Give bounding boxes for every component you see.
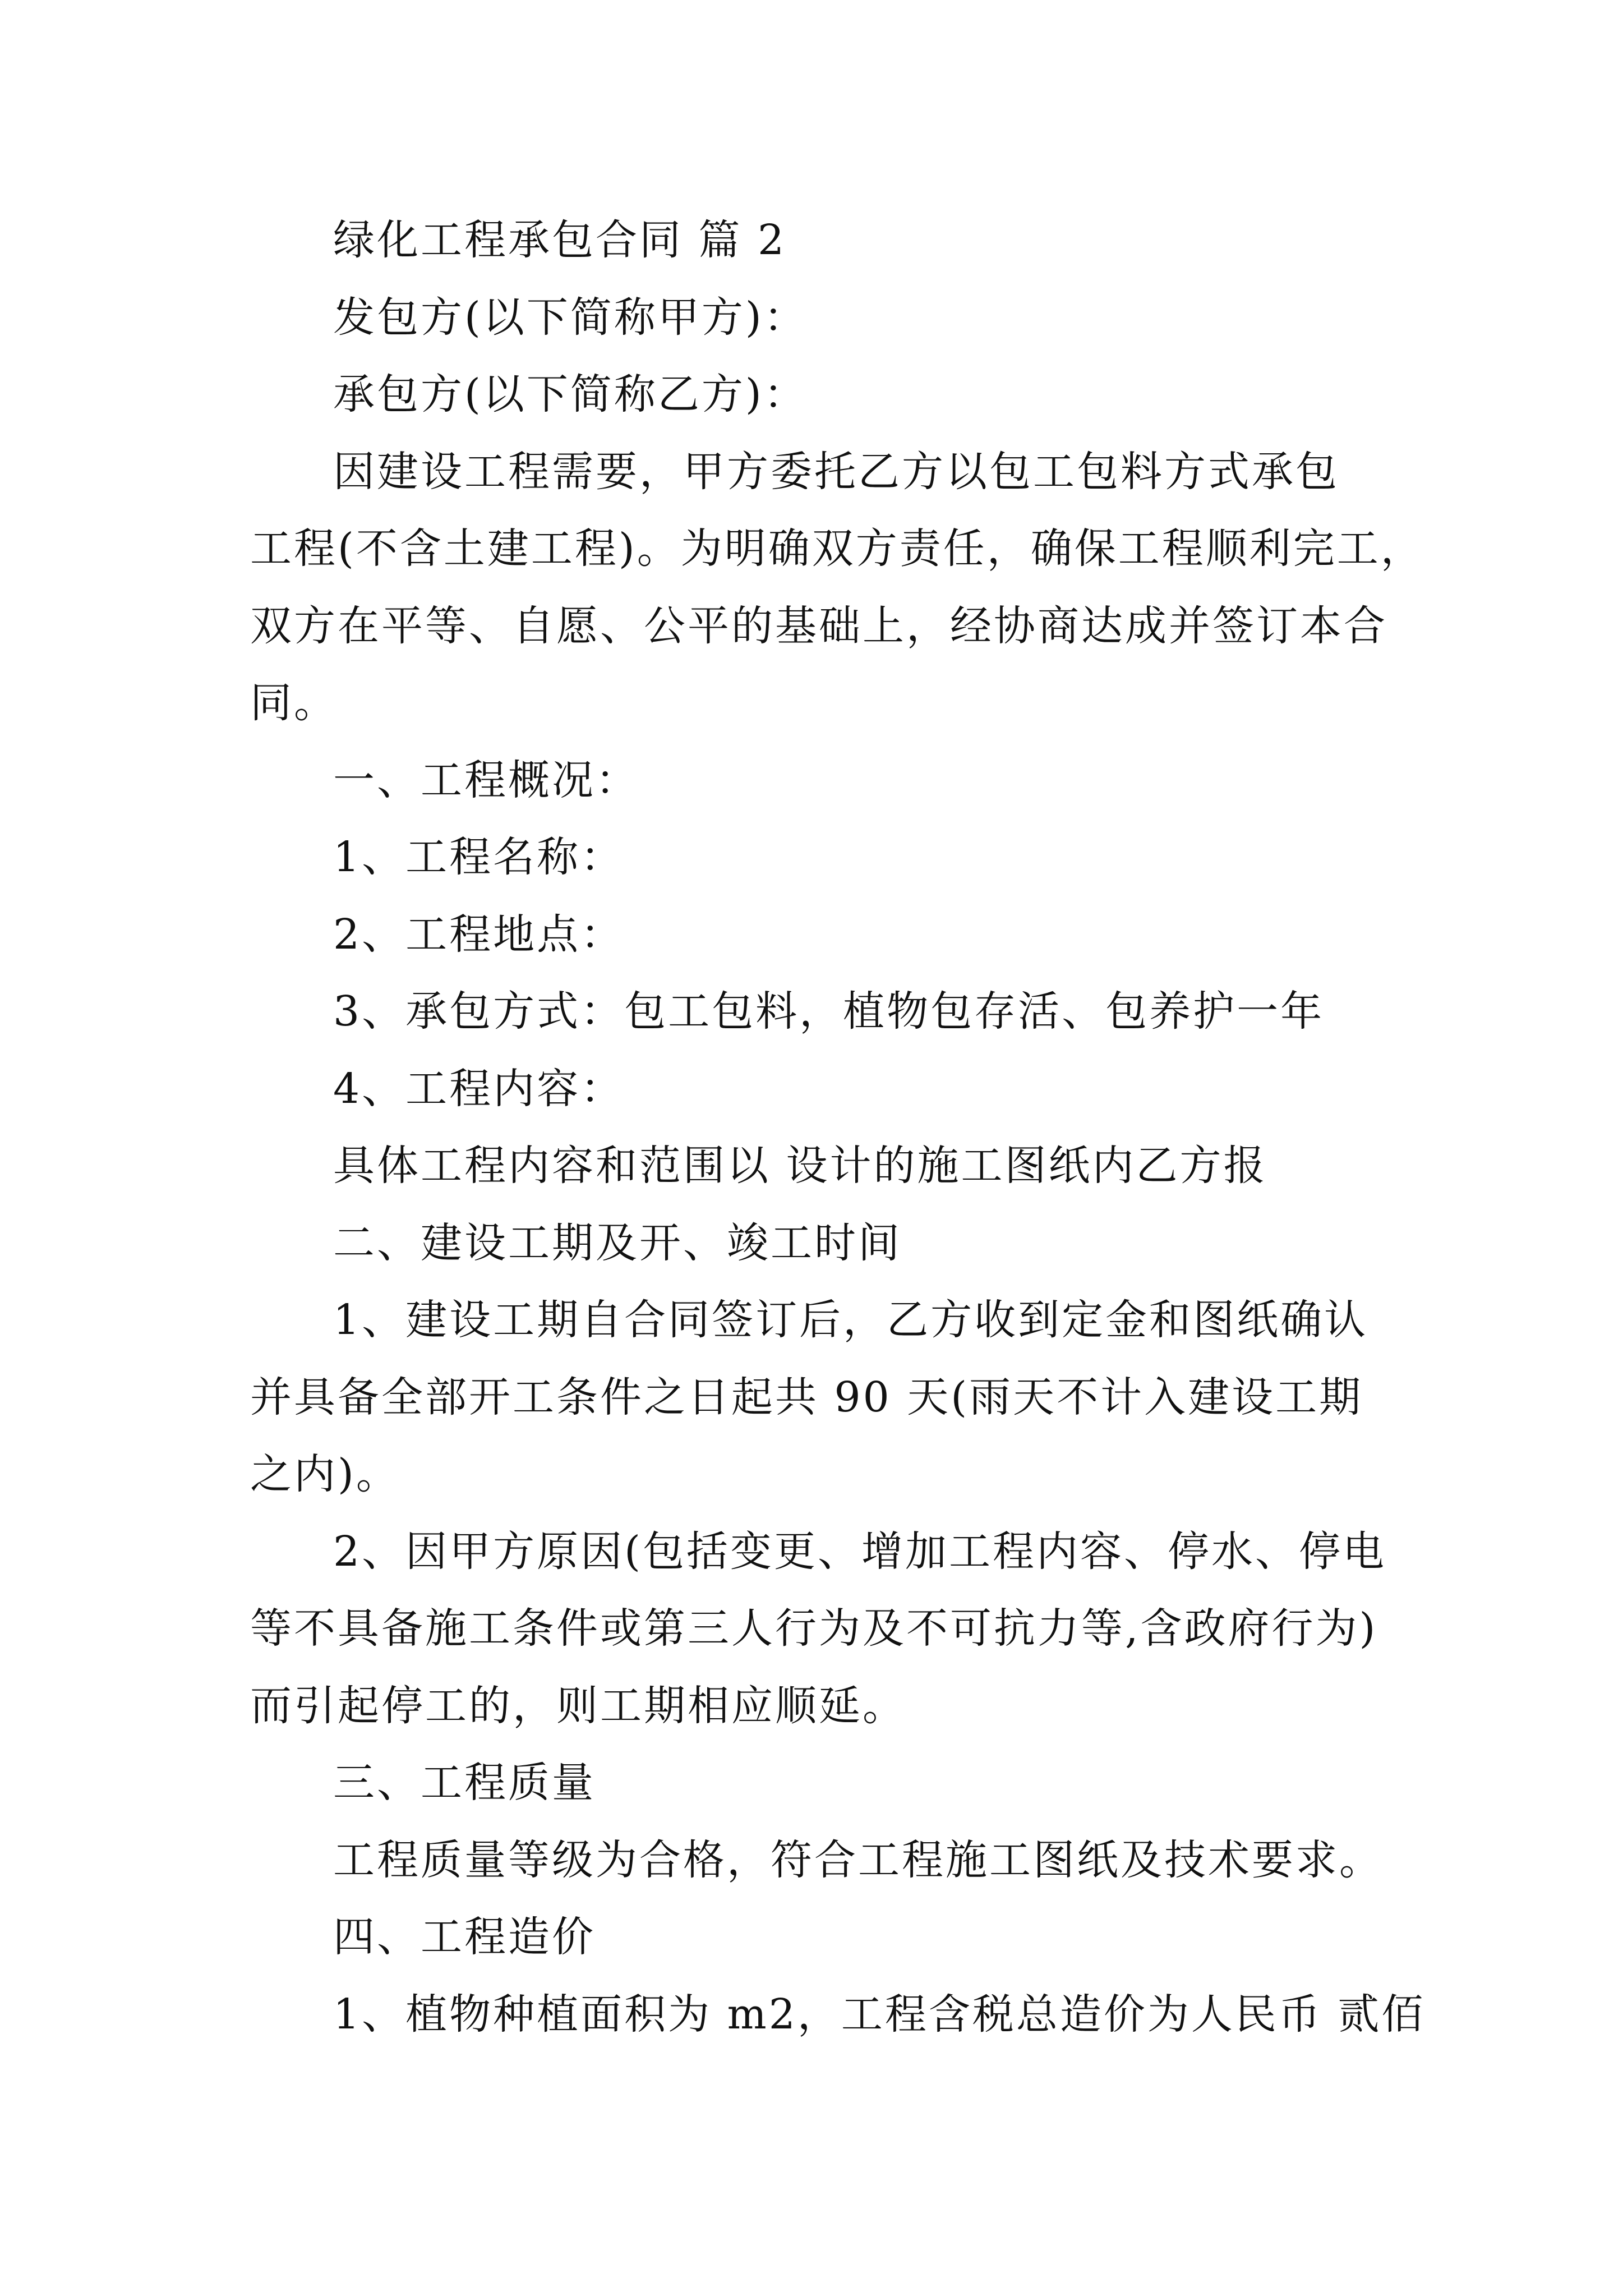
text-line: 4、工程内容： [333,1064,625,1113]
text-line: 同。 [250,679,338,727]
text-line: 2、因甲方原因(包括变更、增加工程内容、停水、停电 [333,1527,1386,1576]
text-line: 工程(不含土建工程)。为明确双方责任，确保工程顺利完工， [250,524,1424,573]
text-line: 承包方(以下简称乙方)： [333,370,808,418]
text-line: 而引起停工的，则工期相应顺延。 [250,1681,906,1730]
text-line: 并具备全部开工条件之日起共 90 天(雨天不计入建设工期 [250,1373,1363,1421]
text-line: 1、建设工期自合同签订后，乙方收到定金和图纸确认 [333,1296,1368,1344]
document-title: 绿化工程承包合同 篇 2 [333,216,787,264]
section-heading: 三、工程质量 [333,1759,596,1807]
text-line: 之内)。 [250,1450,400,1498]
section-heading: 四、工程造价 [333,1913,596,1961]
text-line: 发包方(以下简称甲方)： [333,293,808,342]
text-line: 双方在平等、自愿、公平的基础上，经协商达成并签订本合 [250,601,1387,650]
text-line: 1、工程名称： [333,833,625,881]
contract-text [250,202,1426,2053]
section-heading: 二、建设工期及开、竣工时间 [333,1218,902,1267]
text-line: 具体工程内容和范围以 设计的施工图纸内乙方报 [333,1142,1267,1190]
text-line: 2、工程地点： [333,910,625,959]
text-line: 等不具备施工条件或第三人行为及不可抗力等,含政府行为) [250,1604,1378,1653]
text-line: 1、植物种植面积为 m2，工程含税总造价为人民币 贰佰 [333,1990,1426,2039]
text-line: 3、承包方式：包工包料，植物包存活、包养护一年 [333,987,1325,1036]
section-heading: 一、工程概况： [333,756,639,804]
text-line: 工程质量等级为合格，符合工程施工图纸及技术要求。 [333,1835,1383,1884]
text-line: 因建设工程需要，甲方委托乙方以包工包料方式承包 [333,447,1339,496]
